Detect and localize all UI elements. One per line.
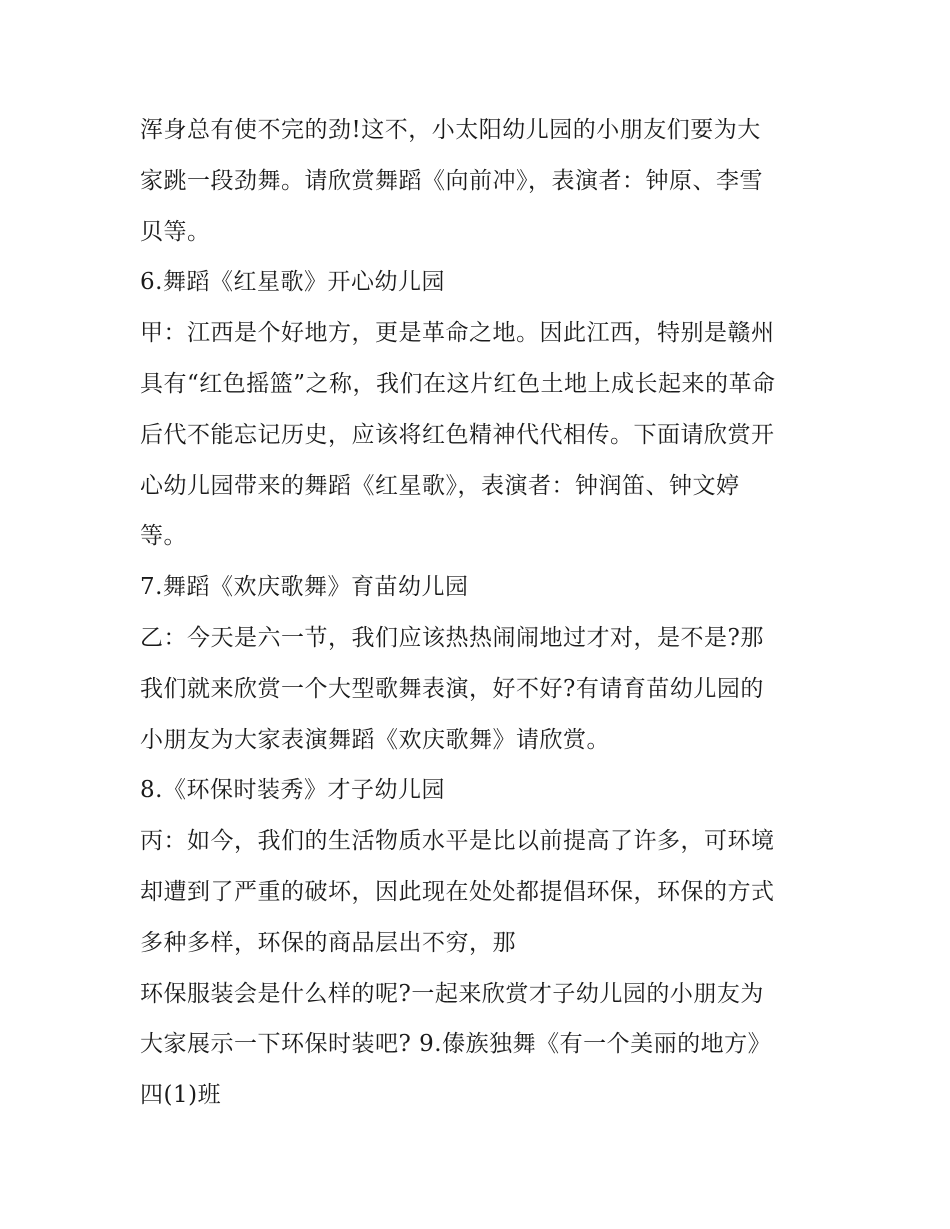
text-line: 四(1)班 [140,1082,222,1108]
text-line: 家跳一段劲舞。请欣赏舞蹈《向前冲》，表演者：钟原、李雪 [140,168,763,194]
text-line: 乙：今天是六一节，我们应该热热闹闹地过才对，是不是?那 [140,625,764,651]
text-line: 贝等。 [140,219,211,245]
text-line: 我们就来欣赏一个大型歌舞表演，好不好?有请育苗幼儿园的 [140,676,764,702]
text-line: 环保服装会是什么样的呢?一起来欣赏才子幼儿园的小朋友为 [140,981,764,1007]
text-line: 大家展示一下环保时装吧? 9.傣族独舞《有一个美丽的地方》 [140,1031,772,1057]
text-line: 浑身总有使不完的劲!这不，小太阳幼儿园的小朋友们要为大 [140,117,761,143]
text-line: 多种多样，环保的商品层出不穷，那 [140,930,516,956]
text-line: 心幼儿园带来的舞蹈《红星歌》，表演者：钟润笛、钟文婷 [140,473,740,499]
text-line: 小朋友为大家表演舞蹈《欢庆歌舞》请欣赏。 [140,727,610,753]
section-heading: 6.舞蹈《红星歌》开心幼儿园 [140,269,445,295]
text-line: 却遭到了严重的破坏，因此现在处处都提倡环保，环保的方式 [140,879,775,905]
text-line: 甲：江西是个好地方，更是革命之地。因此江西，特别是赣州 [140,320,775,346]
text-line: 丙：如今，我们的生活物质水平是比以前提高了许多，可环境 [140,828,775,854]
text-line: 后代不能忘记历史，应该将红色精神代代相传。下面请欣赏开 [140,422,775,448]
text-line: 具有“红色摇篮”之称，我们在这片红色土地上成长起来的革命 [140,371,776,397]
section-heading: 8.《环保时装秀》才子幼儿园 [140,777,445,803]
text-line: 等。 [140,523,187,549]
section-heading: 7.舞蹈《欢庆歌舞》育苗幼儿园 [140,574,469,600]
